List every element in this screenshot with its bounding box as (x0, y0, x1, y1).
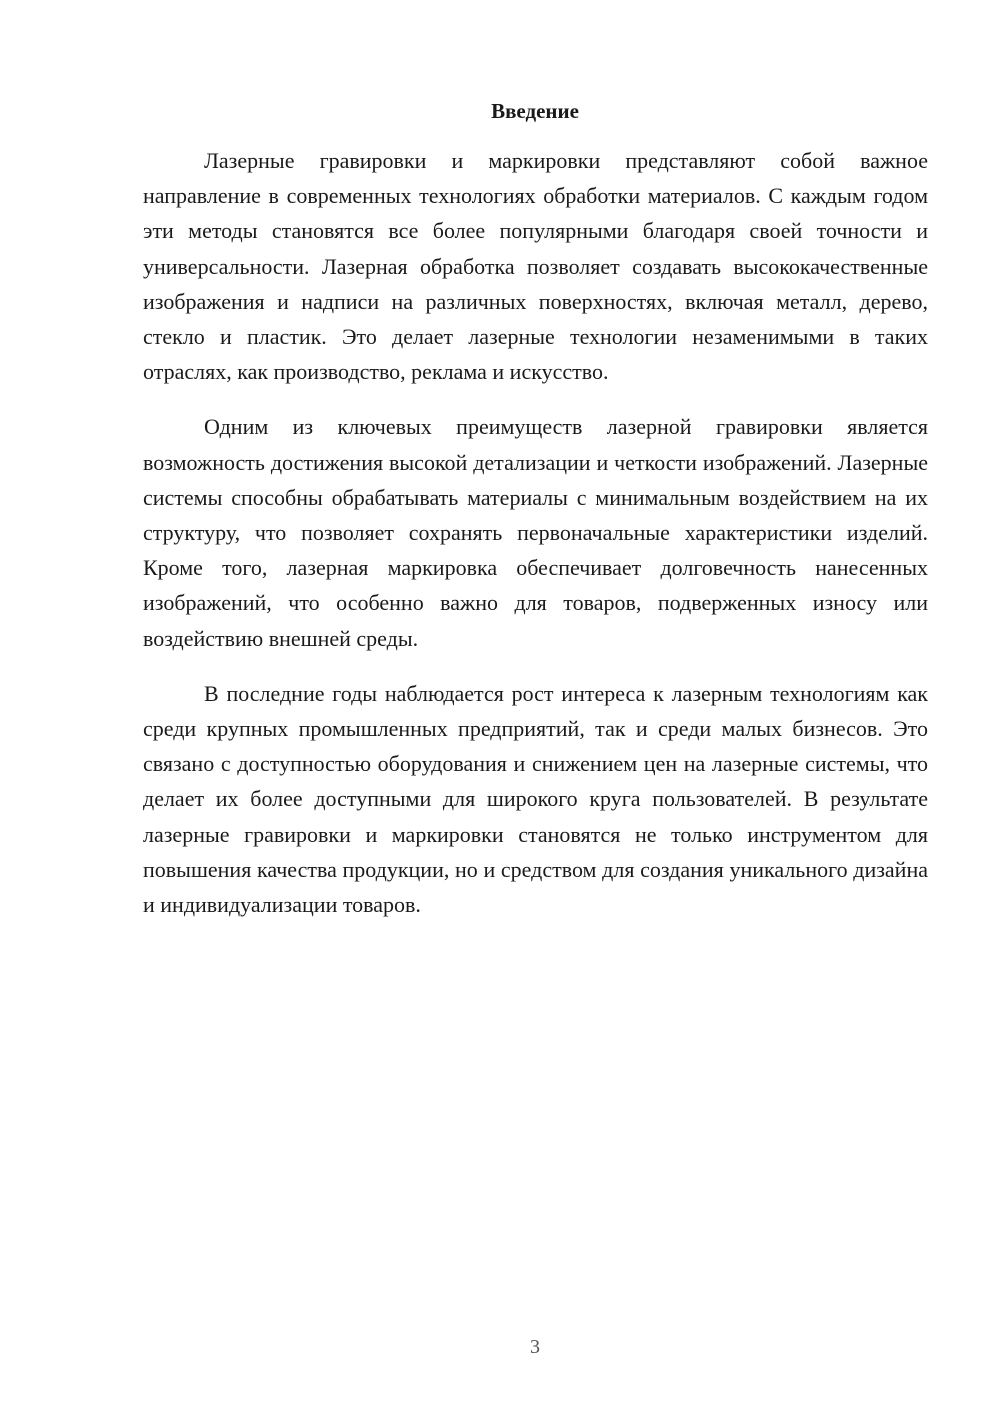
body-text (143, 143, 928, 942)
paragraph-1: Лазерные гравировки и маркировки представляют собой важное направление в современных технологиях обработки материалов. С каждым годом эти методы становятся все более популярными благодаря своей точности и универсальности. Лазерная обработка позволяет создавать высококачественные изображения и надписи на различных поверхностях, включая металл, дерево, стекло и пластик. Это делает лазерные технологии незаменимыми в таких отраслях, как производство, реклама и искусство. (143, 148, 928, 385)
paragraph-2: Одним из ключевых преимуществ лазерной гравировки является возможность достижения высокой детализации и четкости изображений. Лазерные системы способны обрабатывать материалы с минимальным воздействием на их структуру, что позволяет сохранять первоначальные характеристики изделий. Кроме того, лазерная маркировка обеспечивает долговечность нанесенных изображений, что особенно важно для товаров, подверженных износу или воздействию внешней среды. (143, 414, 928, 651)
paragraph-3: В последние годы наблюдается рост интереса к лазерным технологиям как среди крупных промышленных предприятий, так и среди малых бизнесов. Это связано с доступностью оборудования и снижением цен на лазерные системы, что делает их более доступными для широкого круга пользователей. В результате лазерные гравировки и маркировки становятся не только инструментом для повышения качества продукции, но и средством для создания уникального дизайна и индивидуализации товаров. (143, 680, 928, 918)
page-number: 3 (530, 1336, 540, 1358)
section-heading: Введение (491, 99, 579, 123)
